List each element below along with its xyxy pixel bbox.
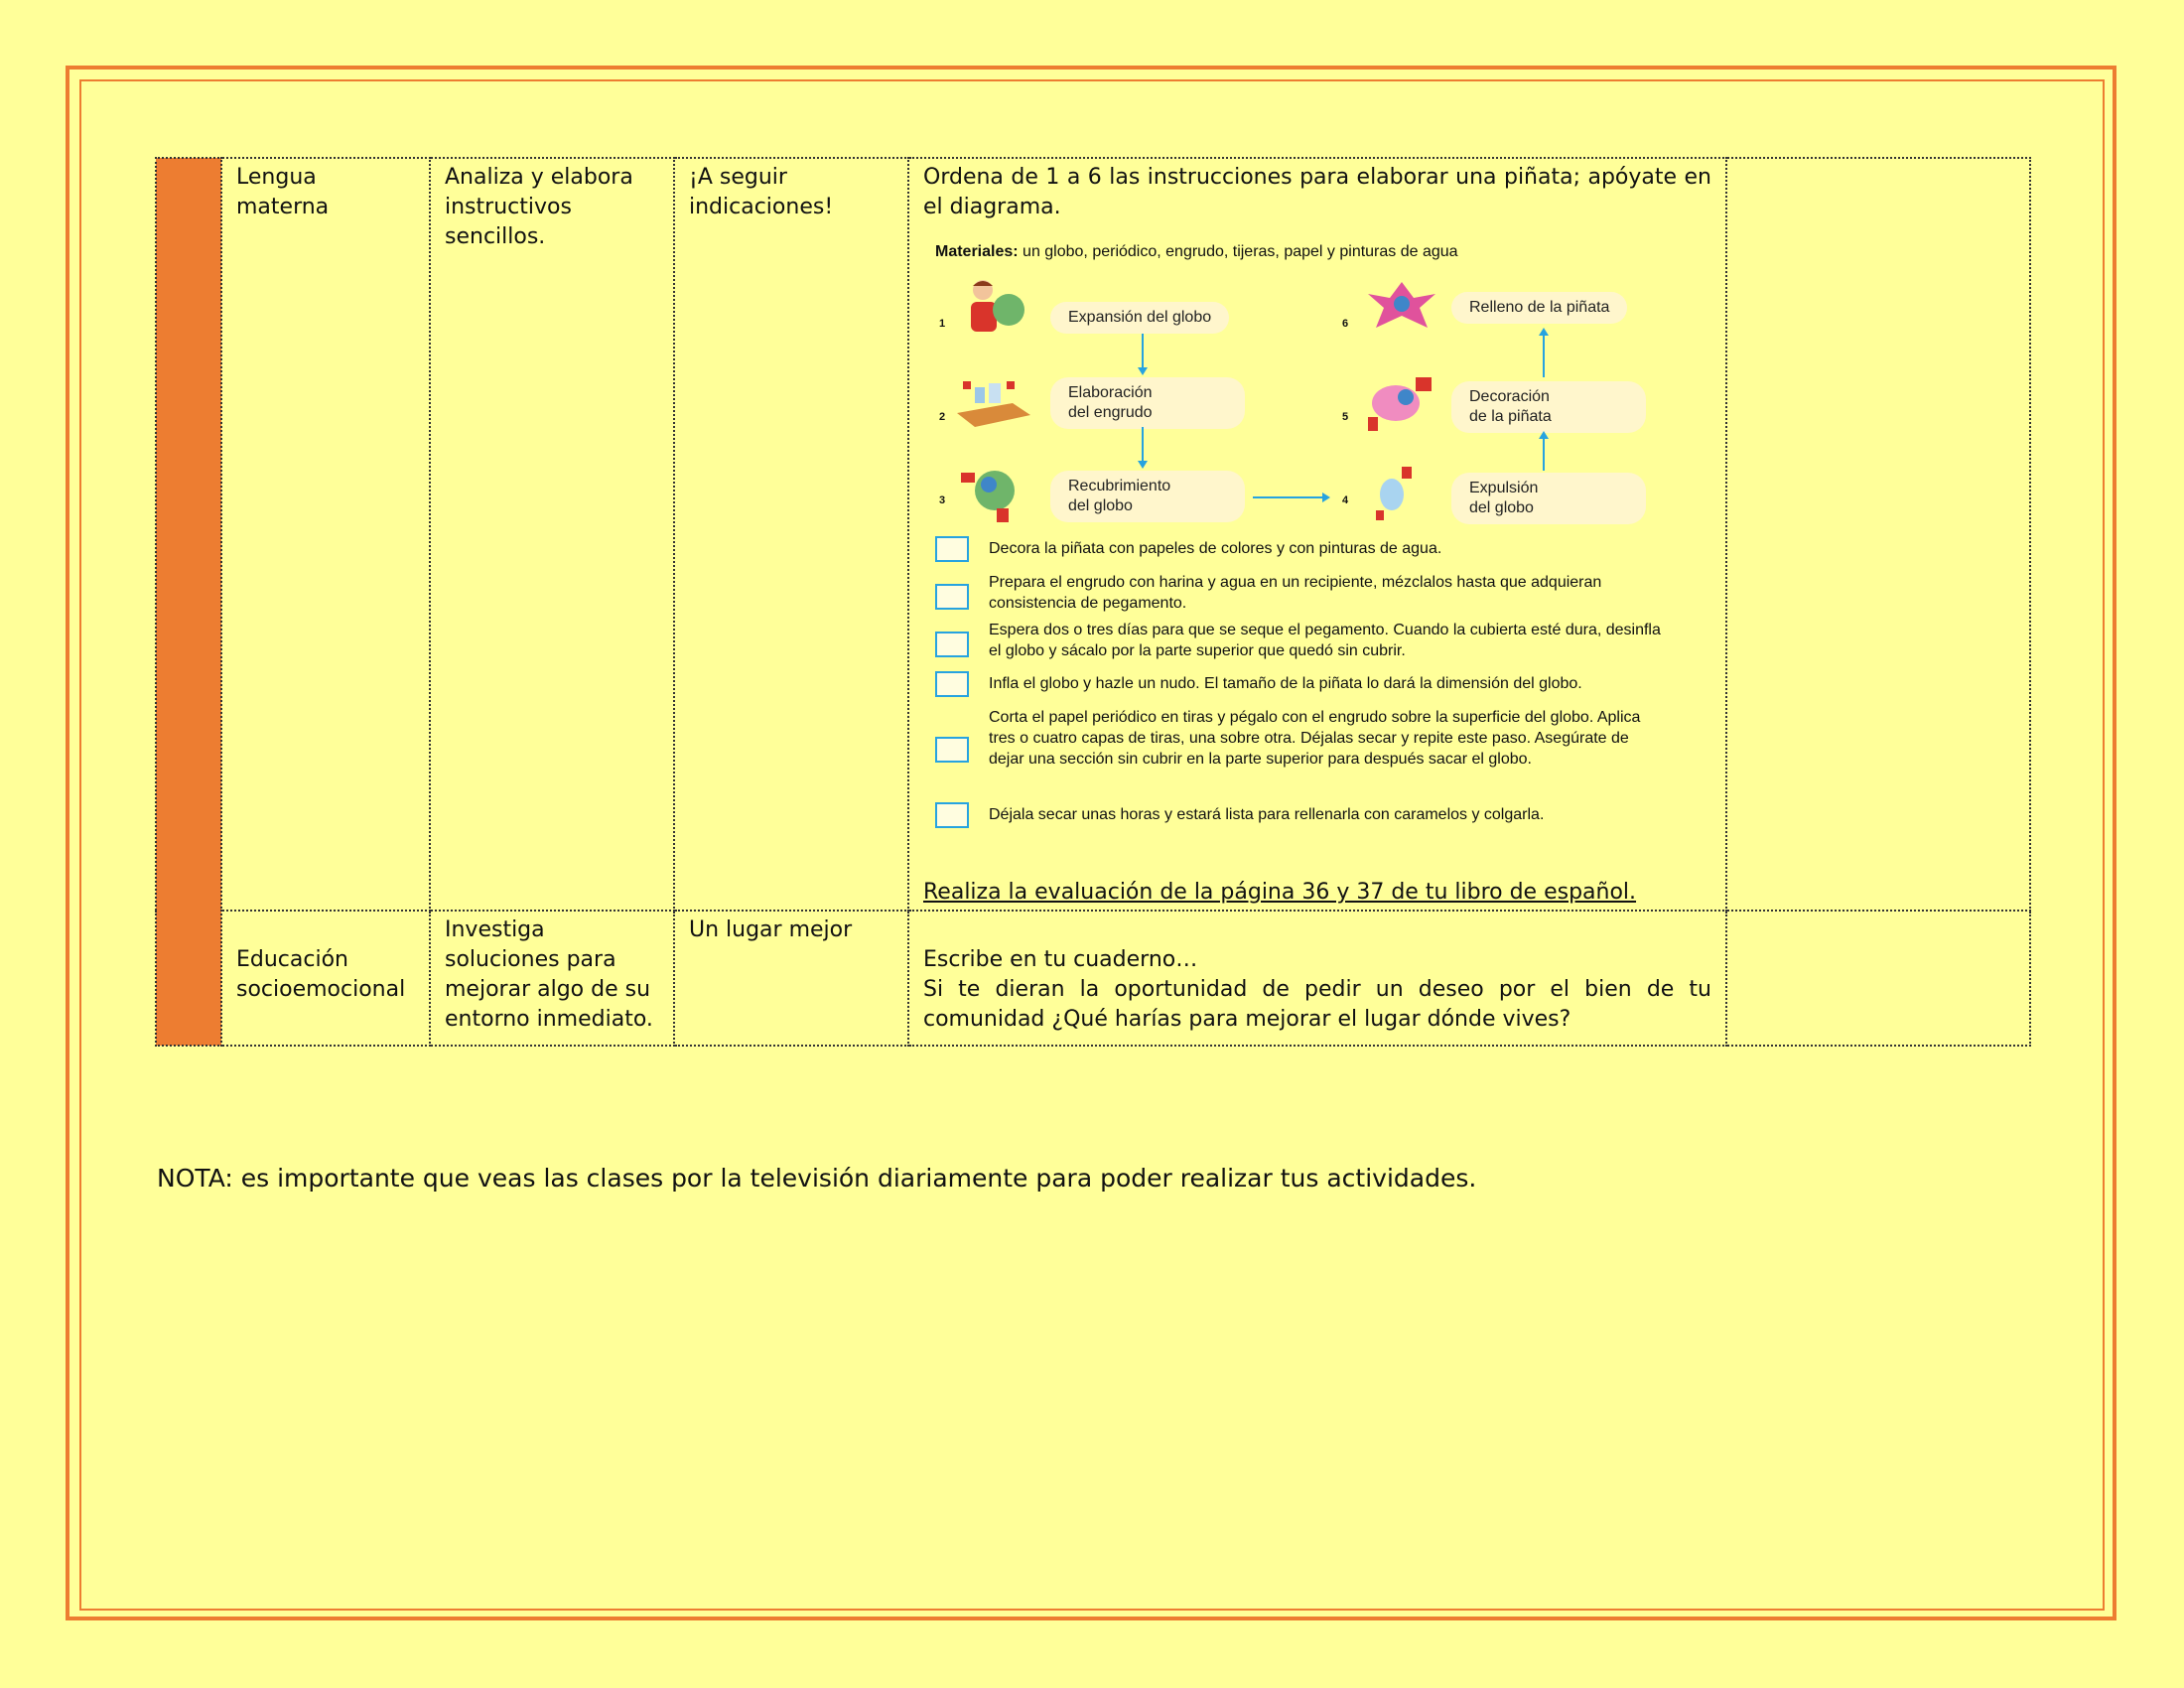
deflated-balloon-icon xyxy=(1362,461,1441,524)
order-checkbox[interactable] xyxy=(935,802,969,828)
arrow-4-5 xyxy=(1543,437,1545,471)
boy-balloon-icon xyxy=(953,276,1032,340)
empty-cell xyxy=(1726,158,2030,911)
lesson-text: ¡A seguir indicaciones! xyxy=(689,165,834,219)
activity-intro: Ordena de 1 a 6 las instrucciones para elaborar una piñata; apóyate en el diagrama. xyxy=(923,165,1711,219)
lesson-text: Un lugar mejor xyxy=(689,917,853,942)
arrow-tip xyxy=(1322,492,1330,502)
arrow-1-2 xyxy=(1142,334,1144,369)
arrow-tip xyxy=(1539,431,1549,439)
diagram-label-5: Decoración de la piñata xyxy=(1451,381,1646,433)
learning-text: Investiga soluciones para mejorar algo de su entorno inmediato. xyxy=(445,917,653,1032)
note-text: NOTA: es importante que veas las clases por la televisión diariamente para poder realizar tus actividades. xyxy=(157,1164,1477,1193)
step-number: 2 xyxy=(939,411,946,423)
activity-cell xyxy=(908,158,1726,911)
arrow-tip xyxy=(1138,461,1148,469)
instruction-text: Corta el papel periódico en tiras y pégalo con el engrudo sobre la superficie del globo. Aplica tres o cuatro capas de tiras, una sobre otra. Déjalas secar y repite este paso. Asegúrate de dejar una sección sin cubrir en la parte superior para después sacar el globo. xyxy=(989,709,1641,768)
star-pinata-icon xyxy=(1362,272,1441,336)
materials-label: Materiales: xyxy=(935,243,1019,260)
step-number: 4 xyxy=(1342,494,1349,506)
subject-text: Educación socioemocional xyxy=(236,947,406,1002)
order-checkbox[interactable] xyxy=(935,632,969,657)
diagram-label-2: Elaboración del engrudo xyxy=(1050,377,1245,429)
instruction-text: Prepara el engrudo con harina y agua en un recipiente, mézclalos hasta que adquieran consistencia de pegamento. xyxy=(989,574,1602,612)
materials-text: un globo, periódico, engrudo, tijeras, papel y pinturas de agua xyxy=(1018,243,1458,260)
globe-covered-icon xyxy=(953,461,1032,524)
table-row xyxy=(156,911,2030,1046)
instruction-text: Infla el globo y hazle un nudo. El tamaño de la piñata lo dará la dimensión del globo. xyxy=(989,675,1582,692)
order-checkbox[interactable] xyxy=(935,584,969,610)
learning-cell xyxy=(430,911,674,1046)
learning-text: Analiza y elabora instructivos sencillos. xyxy=(445,165,633,249)
empty-cell xyxy=(1726,911,2030,1046)
table-row xyxy=(156,158,2030,911)
diagram-label-1: Expansión del globo xyxy=(1050,302,1229,334)
lesson-cell xyxy=(674,158,908,911)
arrow-3-4 xyxy=(1253,496,1324,498)
arrow-tip xyxy=(1138,367,1148,375)
order-checkbox[interactable] xyxy=(935,536,969,562)
diagram-label-4: Expulsión del globo xyxy=(1451,473,1646,524)
activity-line-2: Si te dieran la oportunidad de pedir un deseo por el bien de tu comunidad ¿Qué harías para mejorar el lugar dónde vives? xyxy=(923,977,1711,1032)
table-bowl-icon xyxy=(953,373,1032,437)
order-checkbox[interactable] xyxy=(935,671,969,697)
subject-text: Lengua materna xyxy=(236,165,330,219)
instruction-text: Déjala secar unas horas y estará lista para rellenarla con caramelos y colgarla. xyxy=(989,806,1545,823)
materials-line xyxy=(935,242,1458,262)
activity-cell xyxy=(908,911,1726,1046)
orange-stripe xyxy=(156,158,221,1046)
subject-cell xyxy=(221,158,430,911)
schedule-table xyxy=(155,157,2031,1047)
arrow-2-3 xyxy=(1142,427,1144,463)
pinata-diagram xyxy=(935,242,1709,838)
instruction-text: Decora la piñata con papeles de colores y con pinturas de agua. xyxy=(989,540,1442,557)
subject-cell xyxy=(221,911,430,1046)
arrow-tip xyxy=(1539,328,1549,336)
step-number: 1 xyxy=(939,318,946,330)
evaluation-link: Realiza la evaluación de la página 36 y 37 de tu libro de español. xyxy=(923,880,1637,905)
arrow-5-6 xyxy=(1543,334,1545,377)
order-checkbox[interactable] xyxy=(935,737,969,763)
step-number: 3 xyxy=(939,494,946,506)
step-number: 6 xyxy=(1342,318,1349,330)
step-number: 5 xyxy=(1342,411,1349,423)
lesson-cell xyxy=(674,911,908,1046)
activity-line-1: Escribe en tu cuaderno… xyxy=(923,947,1198,972)
instruction-text: Espera dos o tres días para que se seque el pegamento. Cuando la cubierta esté dura, desinfla el globo y sácalo por la parte superior que quedó sin cubrir. xyxy=(989,622,1661,659)
decorated-pinata-icon xyxy=(1362,371,1441,435)
diagram-label-6: Relleno de la piñata xyxy=(1451,292,1627,324)
diagram-label-3: Recubrimiento del globo xyxy=(1050,471,1245,522)
learning-cell xyxy=(430,158,674,911)
